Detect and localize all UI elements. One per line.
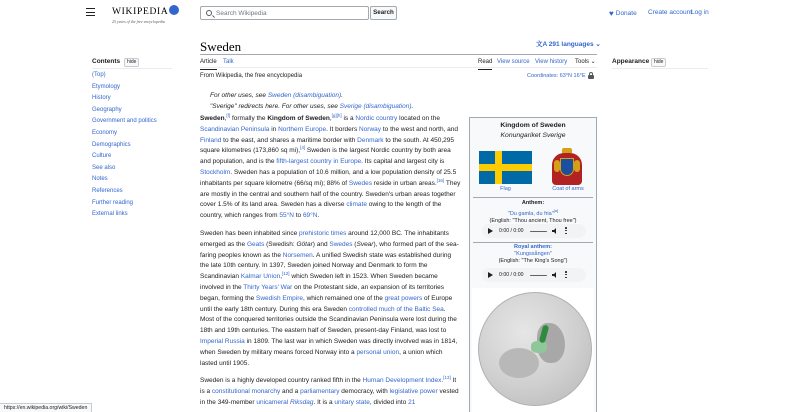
anthem-audio-player[interactable] <box>482 224 586 238</box>
player-progress[interactable] <box>530 231 547 232</box>
language-count: 291 languages <box>548 41 594 48</box>
disambiguation-link[interactable]: Sweden (disambiguation) <box>267 92 342 99</box>
heart-icon: ♥ <box>609 9 614 18</box>
site-header <box>0 0 800 28</box>
player-progress[interactable] <box>530 275 547 276</box>
volume-icon[interactable] <box>552 228 557 234</box>
infobox-native-name: Konungariket Sverige <box>500 132 566 139</box>
play-icon[interactable] <box>488 228 493 234</box>
status-bar-url: https://en.wikipedia.org/wiki/Sweden <box>0 403 92 412</box>
toc-item[interactable]: (Top) <box>92 72 106 78</box>
infobox-title: Kingdom of Sweden <box>500 122 566 129</box>
toc-item[interactable]: Economy <box>92 129 118 136</box>
sverige-disambiguation-link[interactable]: Sverige (disambiguation) <box>339 103 412 110</box>
hatnote-text: "Sverige" redirects here. For other uses, see <box>210 103 340 110</box>
coat-of-arms-image[interactable] <box>552 148 582 186</box>
tab-read[interactable]: Read <box>478 58 492 70</box>
chevron-down-icon: ⌄ <box>589 59 596 65</box>
login-link[interactable]: Log in <box>691 9 709 16</box>
volume-icon[interactable] <box>552 272 557 278</box>
logo-tagline: 25 years of the free encyclopedia <box>112 19 165 25</box>
hatnote-text: . <box>411 103 414 110</box>
anthem-label: Anthem: <box>521 200 545 206</box>
tab-article[interactable]: Article <box>200 58 217 70</box>
search-button[interactable]: Search <box>370 6 397 20</box>
toc-item[interactable]: Geography <box>92 106 122 113</box>
globe-icon <box>169 5 179 15</box>
coordinates-link[interactable]: Coordinates: 63°N 16°E <box>527 73 586 79</box>
more-options-icon[interactable] <box>565 271 567 279</box>
tab-view-history[interactable]: View history <box>535 59 568 65</box>
toc-item[interactable]: Government and politics <box>92 118 157 125</box>
chevron-down-icon: ⌄ <box>593 41 601 48</box>
location-map[interactable] <box>472 288 594 412</box>
more-options-icon[interactable] <box>565 227 567 235</box>
from-wikipedia: From Wikipedia, the free encyclopedia <box>200 73 303 79</box>
tab-view-source[interactable]: View source <box>497 59 530 65</box>
infobox-divider <box>473 242 593 243</box>
coat-of-arms-link[interactable]: Coat of arms <box>552 186 584 192</box>
toc-item[interactable]: See also <box>92 164 116 171</box>
tools-label: Tools <box>575 59 590 65</box>
appearance-title: Appearance <box>612 58 650 65</box>
donate-link[interactable] <box>609 8 637 21</box>
hatnote-text: . <box>341 92 343 99</box>
title-divider <box>200 54 597 55</box>
main-menu-icon[interactable] <box>86 8 95 17</box>
toc-item[interactable]: References <box>92 187 123 194</box>
royal-anthem-link[interactable]: "Kungssången" <box>514 251 552 257</box>
toc-item[interactable]: Culture <box>92 153 112 160</box>
flag-caption-link[interactable]: Flag <box>500 186 511 192</box>
royal-anthem-block <box>470 244 596 265</box>
translate-icon: 文A <box>536 41 549 48</box>
create-account-link[interactable]: Create account <box>648 9 693 16</box>
toc-item[interactable]: Further reading <box>92 199 134 206</box>
toc-title: Contents <box>92 58 121 65</box>
language-button[interactable] <box>536 40 601 50</box>
article-paragraph-1: Sweden,[f] formally the Kingdom of Sweden,[g][h] is a Nordic country located on the Scandinavian Peninsula in Northern Europe. It borders Norway to the west and north, and Finland to the east, and shares a maritime border with Denmark to the south. At 450,295 square kilometres (173,860 sq mi),[4] Sweden is the largest Nordic country by both area and population, and is the fifth-largest country in Europe. Its capital and largest city is Stockholm. Sweden has a population of 10.6 million, and a low population density of 25.5 inhabitants per square kilometre (66/sq mi); 88% of Swedes reside in urban areas.[16] They are mostly in the central and southern half of the country. Sweden's urban areas together cover 1.5% of its land area. Sweden has a diverse climate owing to the length of the country, which ranges from 55°N to 69°N. <box>200 113 461 220</box>
anthem-note[interactable]: [a] <box>553 208 559 213</box>
royal-anthem-audio-player[interactable] <box>482 268 586 282</box>
player-time: 0:00 / 0:00 <box>499 228 524 234</box>
hatnote-line-2 <box>210 101 413 112</box>
toc-hide-button[interactable]: hide <box>124 58 139 67</box>
toc-item[interactable]: Etymology <box>92 83 121 90</box>
appearance-hide-button[interactable]: hide <box>651 58 666 67</box>
article-paragraph-2: Sweden has been inhabited since prehistoric times around 12,000 BC. The inhabitants emerged as the Geats (Swedish: Götar) and Swedes (Svear), who formed part of the sea-faring peoples known as the Norsemen. A unified Swedish state was established during the late 10th century. In 1397, Sweden joined Norway and Denmark to form the Scandinavian Kalmar Union,[12] which Sweden left in 1523. When Sweden became involved in the Thirty Years' War on the Protestant side, an expansion of its territories began, forming the Swedish Empire, which remained one of the great powers of Europe until the early 18th century. During this era Sweden controlled much of the Baltic Sea. Most of the conquered territories outside the Scandinavian Peninsula were lost during the 18th and 19th centuries. The eastern half of Sweden, present-day Finland, was lost to Imperial Russia in 1809. The last war in which Sweden was directly involved was in 1814, when Sweden by military means forced Norway into a personal union, a union which lasted until 1905. <box>200 230 459 367</box>
wikipedia-logo[interactable] <box>112 5 179 26</box>
toc-item[interactable]: History <box>92 95 111 102</box>
flag-of-sweden[interactable] <box>479 151 532 184</box>
search-icon <box>206 10 212 16</box>
search-placeholder: Search Wikipedia <box>216 10 267 17</box>
anthem-link[interactable]: "Du gamla, du fria" <box>507 210 554 217</box>
globe-map-image <box>478 292 592 406</box>
tabs-divider <box>200 67 597 68</box>
player-time: 0:00 / 0:00 <box>499 272 524 278</box>
royal-anthem-label[interactable]: Royal anthem: <box>514 244 552 250</box>
infobox <box>469 117 597 412</box>
toc-item[interactable]: Demographics <box>92 141 131 148</box>
anthem-english: (English: "Thou ancient, Thou free") <box>489 217 577 224</box>
appearance-divider <box>612 68 708 69</box>
hatnote <box>210 90 413 112</box>
search-input[interactable] <box>200 6 369 20</box>
play-icon[interactable] <box>488 272 493 278</box>
article-paragraph-3: Sweden is a highly developed country ranked fifth in the Human Development Index.[13] It is a constitutional monarchy and a parliamentary democracy, with legislative power vested in the 349-member unicameral Riksdag. It is a unitary state, divided into 21 <box>200 375 459 406</box>
anthem-block <box>470 200 596 225</box>
donate-label: Donate <box>615 10 637 17</box>
tab-talk[interactable]: Talk <box>223 59 234 65</box>
hatnote-text: For other uses, see <box>210 92 268 99</box>
infobox-divider <box>473 197 593 198</box>
royal-anthem-english: (English: "The King's Song") <box>498 258 568 264</box>
toc-item[interactable]: Notes <box>92 176 108 183</box>
toc-divider <box>92 68 172 69</box>
toc-item[interactable]: External links <box>92 211 128 218</box>
logo-wordmark: WIKIPEDIA <box>112 7 169 17</box>
toc-list <box>92 70 157 221</box>
page-title: Sweden <box>200 39 242 54</box>
hatnote-line-1 <box>210 90 413 101</box>
lock-icon <box>588 72 594 79</box>
